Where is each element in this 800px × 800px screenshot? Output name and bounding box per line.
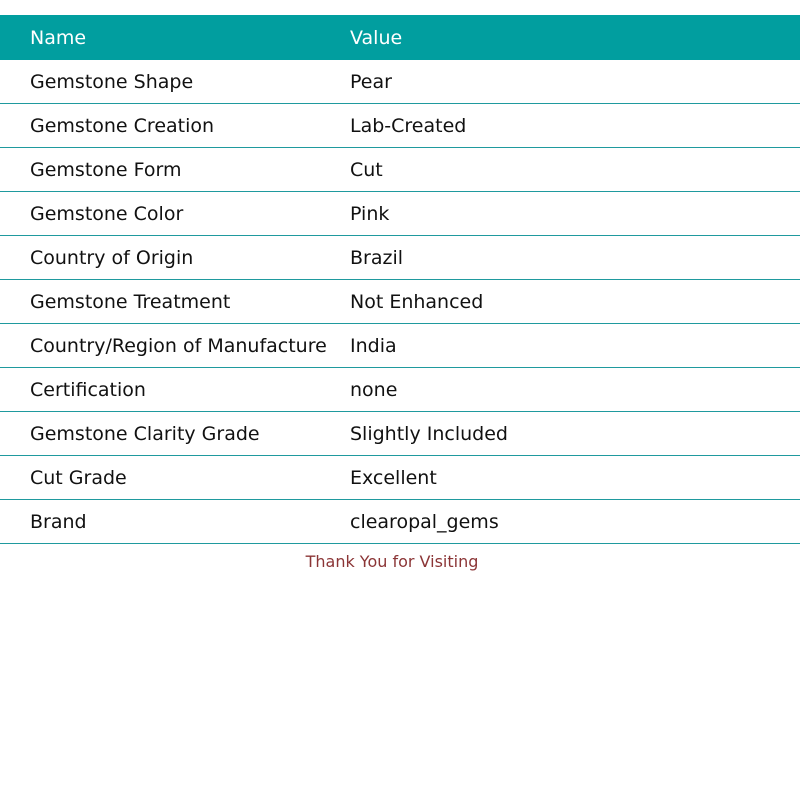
table-row [0, 500, 800, 544]
row-name: Gemstone Treatment [30, 290, 231, 313]
row-name: Gemstone Creation [30, 114, 215, 137]
row-value: Lab-Created [350, 114, 467, 137]
row-value: Slightly Included [350, 422, 508, 445]
row-name: Country of Origin [30, 246, 194, 269]
table-row [0, 148, 800, 192]
table-row [0, 104, 800, 148]
row-value: Not Enhanced [350, 290, 484, 313]
row-value: Excellent [350, 466, 437, 489]
row-name: Gemstone Shape [30, 70, 194, 93]
header-name-column: Name [30, 26, 87, 49]
header-value-column: Value [350, 26, 403, 49]
table-row [0, 280, 800, 324]
table-row [0, 368, 800, 412]
row-value: India [350, 334, 397, 357]
row-value: Brazil [350, 246, 404, 269]
table-row [0, 412, 800, 456]
table-row [0, 60, 800, 104]
row-name: Cut Grade [30, 466, 127, 489]
row-name: Gemstone Color [30, 202, 184, 225]
row-value: none [350, 378, 398, 401]
table-row [0, 192, 800, 236]
item-specifics-table [0, 15, 800, 544]
row-value: clearopal_gems [350, 510, 499, 533]
row-name: Brand [30, 510, 87, 533]
row-value: Pear [350, 70, 392, 93]
row-name: Country/Region of Manufacture [30, 334, 327, 357]
table-row [0, 236, 800, 280]
thank-you-message: Thank You for Visiting [305, 552, 479, 571]
row-value: Cut [350, 158, 383, 181]
row-value: Pink [350, 202, 390, 225]
row-name: Certification [30, 378, 146, 401]
table-header-row [0, 15, 800, 60]
table-row [0, 324, 800, 368]
row-name: Gemstone Form [30, 158, 182, 181]
table-row [0, 456, 800, 500]
row-name: Gemstone Clarity Grade [30, 422, 260, 445]
